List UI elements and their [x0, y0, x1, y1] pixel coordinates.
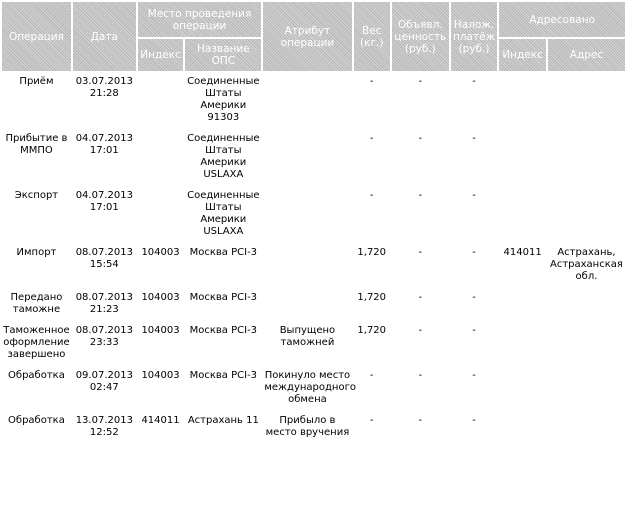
header-index: Индекс — [138, 39, 184, 71]
cell-declared-value: - — [418, 76, 423, 87]
cell-index: 104003 — [141, 247, 180, 258]
cell-address — [548, 187, 625, 242]
header-post-name: Название ОПС — [185, 39, 261, 71]
cell-date: 08.07.2013 15:54 — [75, 247, 133, 270]
cell-declared-value: - — [418, 292, 423, 303]
cell-cod: - — [472, 76, 476, 87]
cell-weight: - — [369, 133, 374, 144]
cell-cod: - — [472, 415, 476, 426]
cell-index — [138, 130, 184, 185]
tracking-rows — [2, 73, 625, 443]
cell-addr-index — [499, 412, 546, 443]
cell-weight: 1,720 — [357, 247, 387, 258]
cell-declared-value: - — [418, 370, 423, 381]
table-row — [2, 322, 625, 365]
cell-declared-value: - — [418, 247, 423, 258]
cell-index: 104003 — [141, 370, 180, 381]
cell-weight: 1,720 — [357, 325, 387, 336]
cell-address — [548, 367, 625, 410]
cell-addr-index — [499, 289, 546, 320]
header-date: Дата — [73, 2, 136, 71]
cell-attribute — [263, 289, 351, 320]
cell-post-name: Москва PCI-3 — [189, 292, 258, 303]
cell-declared-value: - — [418, 190, 423, 201]
cell-weight: - — [369, 190, 374, 201]
cell-date: 13.07.2013 12:52 — [75, 415, 133, 438]
cell-declared-value: - — [418, 415, 423, 426]
cell-declared-value: - — [418, 325, 423, 336]
cell-weight: 1,720 — [357, 292, 387, 303]
table-row — [2, 367, 625, 410]
cell-post-name: Москва PCI-3 — [189, 370, 258, 381]
cell-post-name: Соединенные Штаты Америки USLAXA — [187, 190, 260, 237]
cell-operation: Передано таможне — [10, 292, 63, 315]
cell-index: 414011 — [141, 415, 180, 426]
cell-operation: Экспорт — [14, 190, 59, 201]
cell-addr-index — [499, 73, 546, 128]
cell-attribute: Покинуло место международного обмена — [264, 370, 356, 405]
table-row — [2, 289, 625, 320]
cell-date: 04.07.2013 17:01 — [75, 190, 133, 213]
cell-address — [548, 289, 625, 320]
cell-cod: - — [472, 247, 476, 258]
cell-cod: - — [472, 190, 476, 201]
cell-attribute — [263, 130, 351, 185]
cell-attribute — [263, 73, 351, 128]
cell-attribute — [263, 187, 351, 242]
cell-operation: Обработка — [8, 415, 65, 426]
cell-attribute: Выпущено таможней — [279, 325, 336, 348]
cell-operation: Импорт — [16, 247, 57, 258]
cell-date: 08.07.2013 21:23 — [75, 292, 133, 315]
cell-post-name: Москва PCI-3 — [189, 325, 258, 336]
cell-cod: - — [472, 292, 476, 303]
table-row — [2, 412, 625, 443]
cell-post-name: Москва PCI-3 — [189, 247, 258, 258]
cell-address — [548, 130, 625, 185]
header-weight: Вес (кг.) — [354, 2, 390, 71]
cell-cod: - — [472, 370, 476, 381]
header-cod: Налож. платёж (руб.) — [451, 2, 498, 71]
cell-index — [138, 73, 184, 128]
cell-date: 03.07.2013 21:28 — [75, 76, 133, 99]
cell-weight: - — [369, 415, 374, 426]
cell-post-name: Соединенные Штаты Америки 91303 — [187, 76, 260, 123]
cell-addr-index: 414011 — [503, 247, 542, 258]
cell-cod: - — [472, 133, 476, 144]
header-attribute: Атрибут операции — [263, 2, 351, 71]
cell-date: 04.07.2013 17:01 — [75, 133, 133, 156]
cell-attribute: Прибыло в место вручения — [265, 415, 350, 438]
cell-operation: Таможенное оформление завершено — [3, 325, 70, 360]
table-row — [2, 244, 625, 287]
cell-weight: - — [369, 370, 374, 381]
cell-address — [548, 412, 625, 443]
header-operation: Операция — [2, 2, 71, 71]
cell-address: Астрахань, Астраханская обл. — [550, 247, 623, 282]
header-address: Адрес — [548, 39, 625, 71]
header-addr-index: Индекс — [499, 39, 546, 71]
cell-addr-index — [499, 367, 546, 410]
cell-operation: Обработка — [8, 370, 65, 381]
cell-post-name: Соединенные Штаты Америки USLAXA — [187, 133, 260, 180]
cell-index: 104003 — [141, 292, 180, 303]
cell-declared-value: - — [418, 133, 423, 144]
cell-index — [138, 187, 184, 242]
cell-addr-index — [499, 187, 546, 242]
table-row — [2, 73, 625, 128]
cell-post-name: Астрахань 11 — [187, 415, 259, 426]
cell-weight: - — [369, 76, 374, 87]
cell-date: 09.07.2013 02:47 — [75, 370, 133, 393]
header-addressed: Адресовано — [499, 2, 625, 37]
cell-address — [548, 73, 625, 128]
table-row — [2, 130, 625, 185]
cell-index: 104003 — [141, 325, 180, 336]
header-place: Место проведения операции — [138, 2, 262, 37]
cell-operation: Приём — [19, 76, 54, 87]
cell-date: 08.07.2013 23:33 — [75, 325, 133, 348]
header-declared-value: Объявл. ценность (руб.) — [392, 2, 449, 71]
cell-attribute — [263, 244, 351, 287]
cell-addr-index — [499, 130, 546, 185]
cell-operation: Прибытие в ММПО — [5, 133, 68, 156]
cell-address — [548, 322, 625, 365]
cell-cod: - — [472, 325, 476, 336]
cell-addr-index — [499, 322, 546, 365]
table-row — [2, 187, 625, 242]
